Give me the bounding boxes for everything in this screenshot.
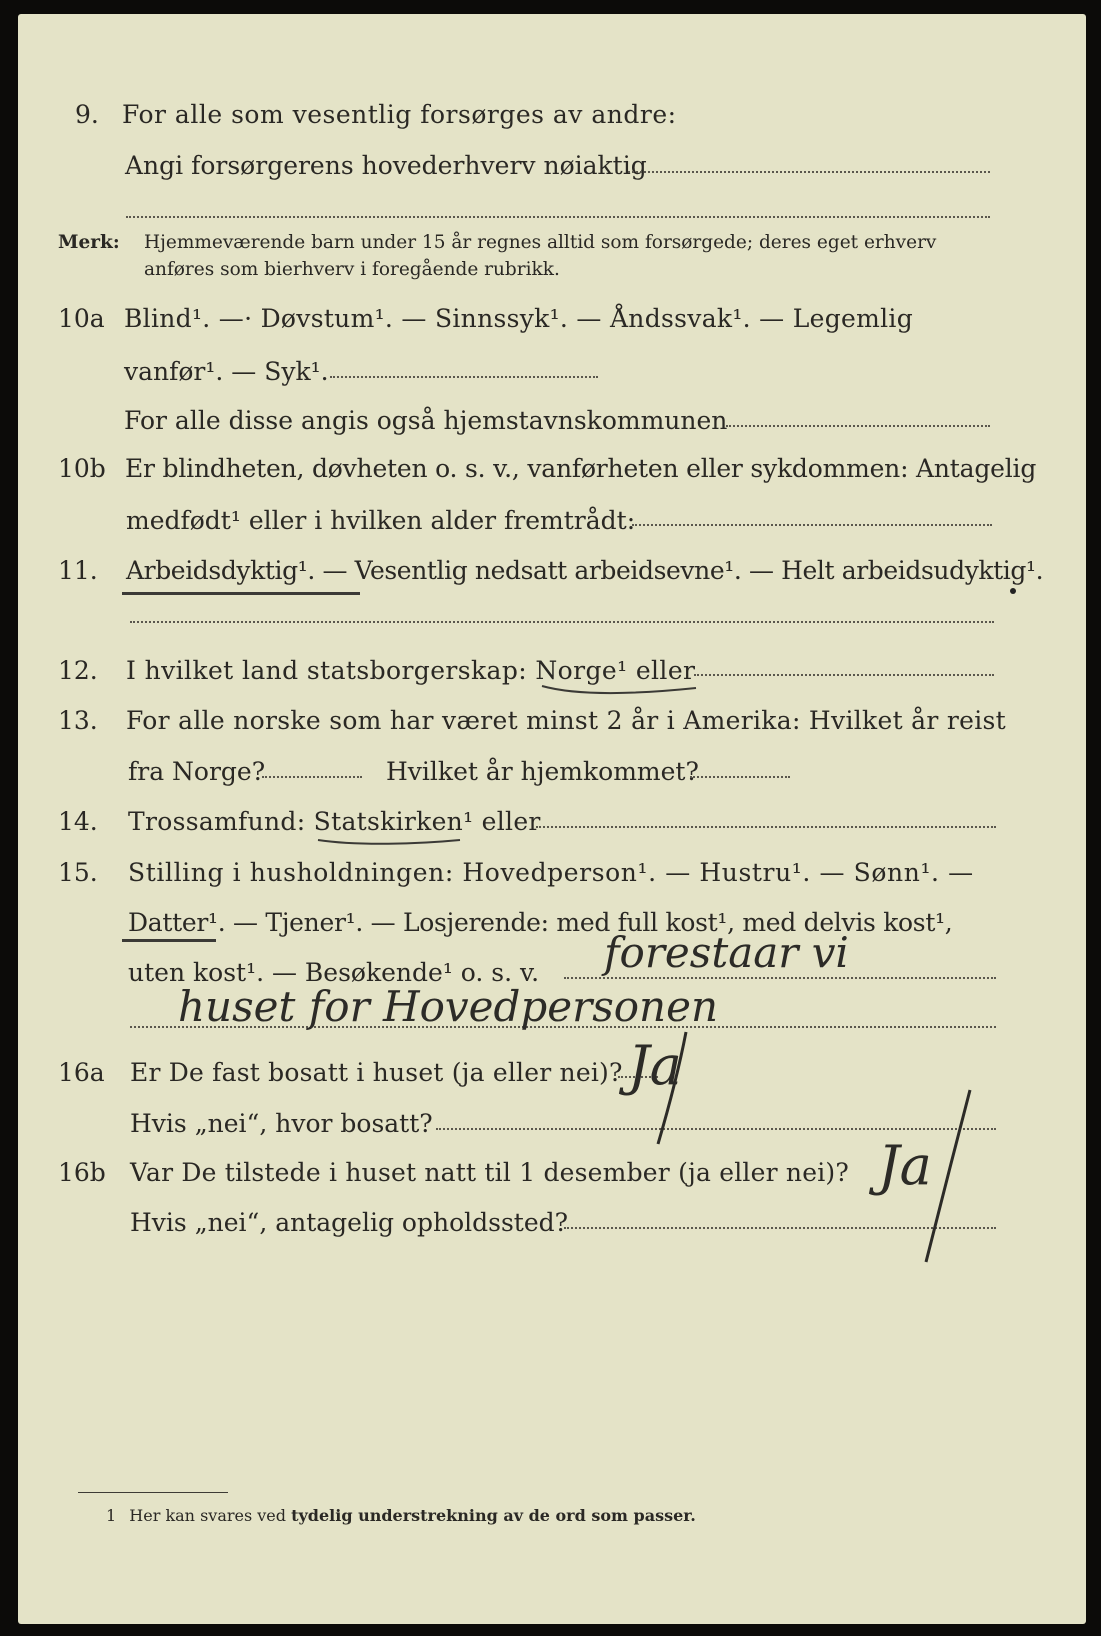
merk-label: Merk: — [58, 232, 120, 253]
merk-line2: anføres som bierhverv i foregående rubrikk. — [144, 259, 560, 280]
q9-line2: Angi forsørgerens hovederhverv nøiaktig — [125, 151, 647, 180]
q12-line1: I hvilket land statsborgerskap: Norge¹ eller — [126, 656, 696, 685]
q9-number: 9. — [75, 100, 99, 129]
q16a-handwritten-answer: Ja — [628, 1034, 682, 1097]
ink-strokes — [18, 14, 1086, 1624]
q9-line1: For alle som vesentlig forsørges av andre: — [122, 100, 677, 129]
q15-number: 15. — [58, 858, 98, 887]
q15-line1: Stilling i husholdningen: Hovedperson¹. — Hustru¹. — Sønn¹. — — [128, 858, 974, 887]
footnote — [106, 1506, 696, 1525]
q15-line2: Datter¹. — Tjener¹. — Losjerende: med full kost¹, med delvis kost¹, — [128, 908, 953, 937]
q10a-number: 10a — [58, 304, 105, 333]
q16a-number: 16a — [58, 1058, 105, 1087]
q14-line1: Trossamfund: Statskirken¹ eller — [128, 807, 541, 836]
q10b-line2: medfødt¹ eller i hvilken alder fremtrådt: — [126, 506, 636, 535]
q12-number: 12. — [58, 656, 98, 685]
q11-line1: Arbeidsdyktig¹. — Vesentlig nedsatt arbeidsevne¹. — Helt arbeidsudyktig¹. — [126, 556, 1044, 585]
q16b-number: 16b — [58, 1158, 106, 1187]
q10b-line1: Er blindheten, døvheten o. s. v., vanførheten eller sykdommen: Antagelig — [125, 454, 1037, 483]
footnote-rule — [78, 1492, 228, 1493]
ja-stroke-16b — [926, 1090, 970, 1262]
footnote-marker: 1 — [106, 1506, 117, 1525]
q10b-number: 10b — [58, 454, 106, 483]
norge-underline — [542, 686, 696, 693]
census-form-page — [18, 14, 1086, 1624]
q15-line3: uten kost¹. — Besøkende¹ o. s. v. — [128, 958, 540, 987]
q16a-line2: Hvis „nei“, hvor bosatt? — [130, 1109, 433, 1138]
q13-line2b: Hvilket år hjemkommet? — [386, 757, 699, 786]
q16b-line1: Var De tilstede i huset natt til 1 desember (ja eller nei)? — [130, 1158, 849, 1187]
q15-handwritten-answer-2: huset for Hovedpersonen — [178, 982, 718, 1031]
q16b-line2: Hvis „nei“, antagelig opholdssted? — [130, 1208, 569, 1237]
q14-number: 14. — [58, 807, 98, 836]
statskirken-underline — [318, 840, 460, 844]
q15-handwritten-answer-1: forestaar vi — [604, 928, 849, 977]
q13-line1: For alle norske som har været minst 2 år i Amerika: Hvilket år reist — [126, 706, 1007, 735]
merk-line1: Hjemmeværende barn under 15 år regnes alltid som forsørgede; deres eget erhverv — [144, 232, 937, 253]
footnote-text: Her kan svares ved — [129, 1506, 287, 1525]
q10a-line3: For alle disse angis også hjemstavnskommunen — [124, 406, 728, 435]
q13-line2a: fra Norge? — [128, 757, 266, 786]
q11-number: 11. — [58, 556, 98, 585]
q10a-line2: vanfør¹. — Syk¹. — [124, 357, 329, 386]
q16a-line1: Er De fast bosatt i huset (ja eller nei)? — [130, 1058, 623, 1087]
ja-stroke-16a — [658, 1032, 686, 1144]
q10a-line1: Blind¹. —· Døvstum¹. — Sinnssyk¹. — Åndssvak¹. — Legemlig — [124, 304, 914, 333]
q16b-handwritten-answer: Ja — [878, 1134, 932, 1197]
q13-number: 13. — [58, 706, 98, 735]
footnote-text-bold: tydelig understrekning av de ord som passer. — [291, 1506, 696, 1525]
